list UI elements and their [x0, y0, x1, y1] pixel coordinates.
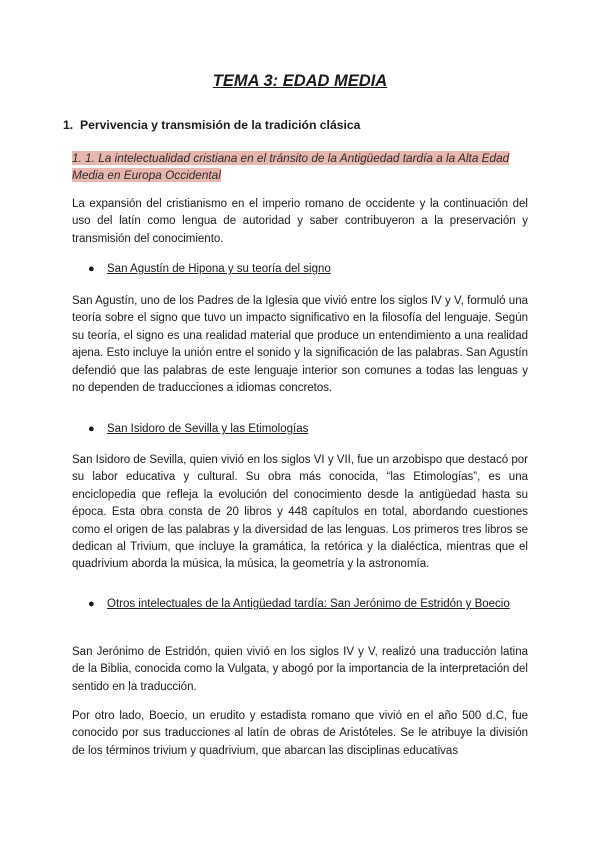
- section-number: 1.: [63, 118, 74, 132]
- bullet-heading-isidoro: San Isidoro de Sevilla y las Etimologías: [107, 423, 309, 435]
- section-title: Pervivencia y transmisión de la tradición clásica: [80, 118, 361, 132]
- paragraph-agustin: San Agustín, uno de los Padres de la Iglesia que vivió entre los siglos IV y V, formuló una teoría sobre el signo que tuvo un impacto significativo en la filosofía del lenguaje. Según su teoría, el signo es una realidad material que produce un entendimiento a una realidad ajena. Esto incluye la unión entre el sonido y la significación de las palabras. San Agustín defendió que las palabras de este lenguaje interior son comunes a todas las lenguas y no dependen de traducciones a idiomas concretos.: [72, 295, 528, 395]
- intro-paragraph: La expansión del cristianismo en el imperio romano de occidente y la continuación del uso del latín como lengua de autoridad y saber contribuyeron a la preservación y transmisión del conocimiento.: [72, 198, 528, 245]
- bullet-item: [88, 596, 528, 613]
- bullet-item: [88, 421, 528, 438]
- paragraph-isidoro: San Isidoro de Sevilla, quien vivió en los siglos VI y VII, fue un arzobispo que destacó por su labor educativa y cultural. Su obra más conocida, “las Etimologías”, es una enciclopedia que refleja la evolución del conocimiento desde la antigüedad hasta su época. Esta obra consta de 20 libros y 448 capítulos en total, abordando cuestiones como el origen de las palabras y la diversidad de las lenguas. Los primeros tres libros se dedican al Trivium, que incluye la gramática, la retórica y la dialéctica, mientras que el quadrivium aborda la música, la música, la geometría y la astronomía.: [72, 454, 528, 571]
- paragraph-jeronimo: San Jerónimo de Estridón, quien vivió en los siglos IV y V, realizó una traducción latina de la Biblia, conocida como la Vulgata, y abogó por la importancia de la interpretación del sentido en la traducción.: [72, 646, 528, 693]
- section-heading: [63, 118, 360, 132]
- bullet-heading-agustin: San Agustín de Hipona y su teoría del signo: [107, 263, 331, 275]
- paragraph-boecio: Por otro lado, Boecio, un erudito y estadista romano que vivió en el año 500 d.C, fue conocido por sus traducciones al latín de obras de Aristóteles. Se le atribuye la división de los términos trivium y quadrivium, que abarcan las disciplinas educativas: [72, 710, 528, 757]
- bullet-icon: ●: [88, 598, 95, 610]
- page-title: TEMA 3: EDAD MEDIA: [212, 72, 388, 90]
- subsection-heading: [72, 150, 528, 184]
- bullet-icon: ●: [88, 423, 95, 435]
- bullet-heading-otros: Otros intelectuales de la Antigüedad tardía: San Jerónimo de Estridón y Boecio: [107, 598, 510, 610]
- bullet-icon: ●: [88, 263, 95, 275]
- bullet-item: [88, 261, 528, 278]
- highlighted-subsection-title: 1. 1. La intelectualidad cristiana en el tránsito de la Antigüedad tardía a la Alta Edad Media en Europa Occidental: [72, 151, 510, 182]
